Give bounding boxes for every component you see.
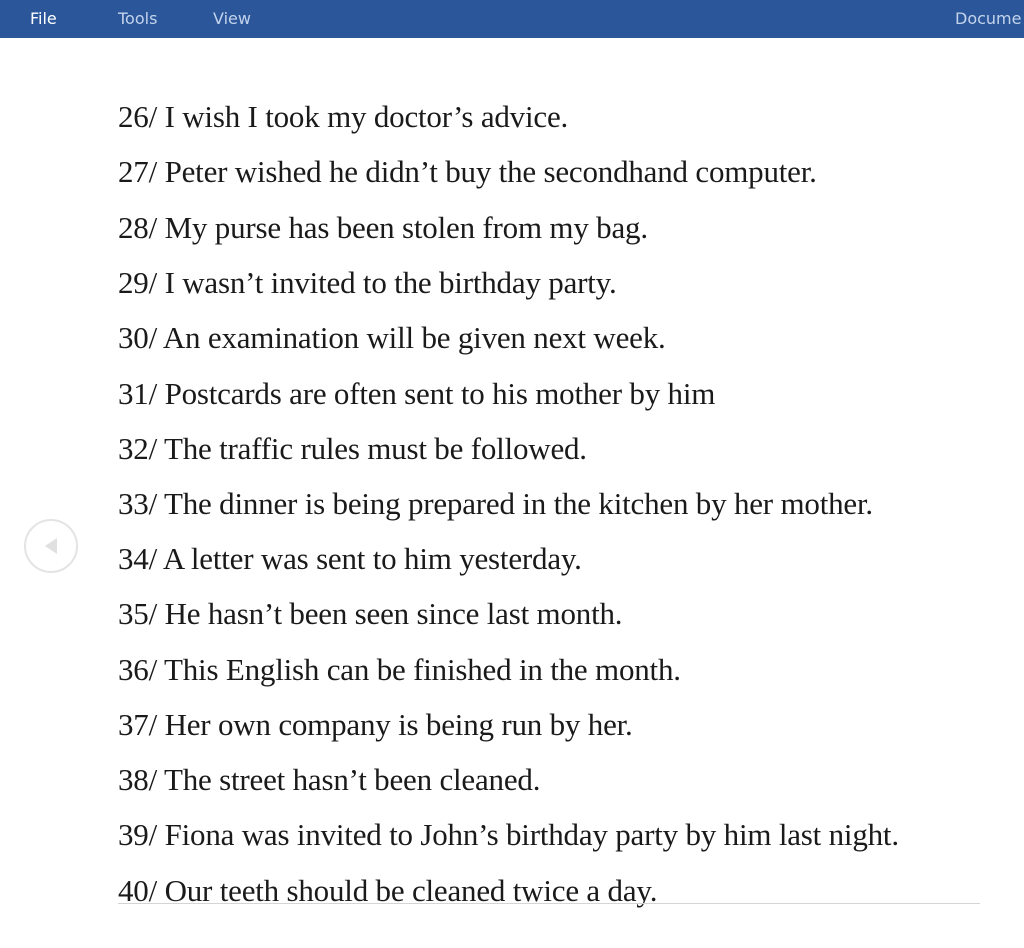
document-line: 37/ Her own company is being run by her. xyxy=(118,707,633,742)
document-line: 34/ A letter was sent to him yesterday. xyxy=(118,541,582,576)
document-line: 38/ The street hasn’t been cleaned. xyxy=(118,762,541,797)
document-line: 40/ Our teeth should be cleaned twice a day. xyxy=(118,873,658,908)
menu-file[interactable]: File xyxy=(30,9,57,28)
menu-bar xyxy=(0,0,1024,38)
document-line: 39/ Fiona was invited to John’s birthday party by him last night. xyxy=(118,817,899,852)
menu-tools[interactable]: Tools xyxy=(118,9,158,28)
document-page xyxy=(0,38,1024,948)
document-line: 30/ An examination will be given next week. xyxy=(118,320,666,355)
menu-document[interactable]: Docume xyxy=(955,9,1022,28)
document-line: 31/ Postcards are often sent to his mother by him xyxy=(118,376,716,411)
document-line: 35/ He hasn’t been seen since last month. xyxy=(118,596,623,631)
document-line: 32/ The traffic rules must be followed. xyxy=(118,431,587,466)
document-line: 26/ I wish I took my doctor’s advice. xyxy=(118,99,569,134)
document-line: 27/ Peter wished he didn’t buy the secondhand computer. xyxy=(118,154,817,189)
document-line: 29/ I wasn’t invited to the birthday party. xyxy=(118,265,617,300)
previous-page-button[interactable] xyxy=(24,519,78,573)
document-line: 36/ This English can be finished in the month. xyxy=(118,652,681,687)
document-line: 33/ The dinner is being prepared in the kitchen by her mother. xyxy=(118,486,873,521)
chevron-left-icon xyxy=(41,535,61,557)
page-divider xyxy=(118,903,980,904)
menu-view[interactable]: View xyxy=(213,9,251,28)
document-line: 28/ My purse has been stolen from my bag. xyxy=(118,210,648,245)
